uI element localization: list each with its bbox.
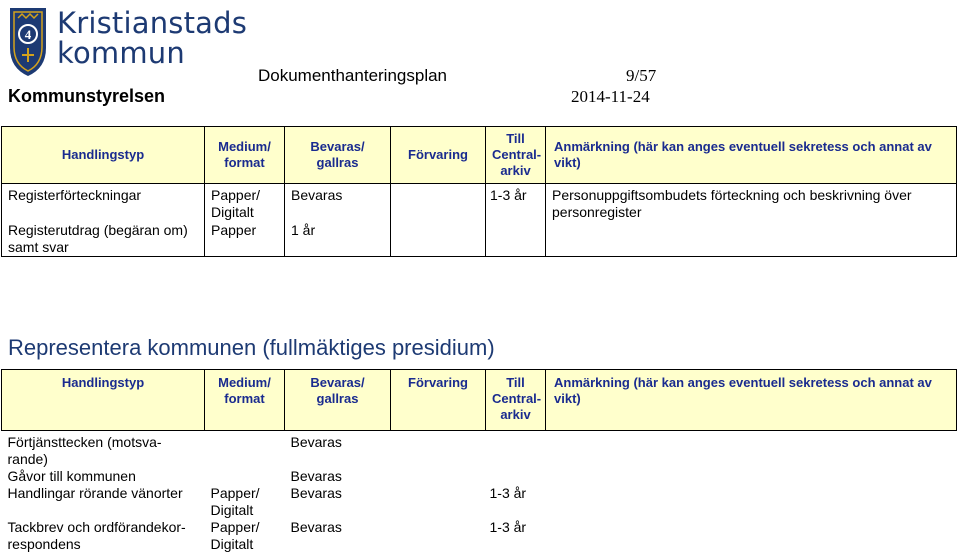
cell-anmarkning bbox=[546, 519, 957, 553]
cell-till-centralarkiv bbox=[486, 431, 546, 469]
cell-forvaring bbox=[391, 221, 486, 257]
header-medium: Medium/ format bbox=[205, 127, 285, 184]
coat-of-arms-logo bbox=[8, 4, 48, 78]
cell-handlingstyp: Handlingar rörande vänorter bbox=[7, 485, 183, 501]
table-row bbox=[2, 184, 957, 222]
cell-forvaring bbox=[391, 468, 486, 485]
cell-medium: Papper bbox=[205, 221, 285, 257]
cell-bevaras: Bevaras bbox=[290, 434, 342, 450]
cell-handlingstyp: Gåvor till kommunen bbox=[7, 468, 136, 484]
document-date: 2014-11-24 bbox=[571, 87, 650, 106]
cell-forvaring bbox=[391, 485, 486, 519]
cell-bevaras: Bevaras bbox=[290, 468, 342, 484]
brand-line-2: kommun bbox=[57, 36, 185, 70]
document-title: Dokumenthanteringsplan bbox=[258, 66, 448, 85]
header-medium: Medium/ format bbox=[205, 370, 285, 431]
cell-till-centralarkiv bbox=[486, 221, 546, 257]
table-row bbox=[2, 468, 957, 485]
table-row bbox=[2, 519, 957, 553]
cell-bevaras: Bevaras bbox=[285, 184, 391, 222]
header-till-centralarkiv: Till Central- arkiv bbox=[486, 370, 546, 431]
header-anmarkning: Anmärkning (här kan anges eventuell sekretess och annat av vikt) bbox=[546, 370, 957, 431]
table-row bbox=[2, 221, 957, 257]
table-row bbox=[2, 485, 957, 519]
cell-forvaring bbox=[391, 519, 486, 553]
cell-anmarkning bbox=[546, 431, 957, 469]
cell-bevaras: Bevaras bbox=[290, 519, 342, 535]
table-row bbox=[2, 431, 957, 469]
header-forvaring: Förvaring bbox=[391, 370, 486, 431]
header-bevaras: Bevaras/ gallras bbox=[285, 127, 391, 184]
cell-medium bbox=[205, 431, 285, 469]
cell-anmarkning: Personuppgiftsombudets förteckning och beskrivning över personregister bbox=[546, 184, 957, 222]
svg-text:4: 4 bbox=[24, 27, 32, 42]
table-header-row bbox=[2, 370, 957, 431]
brand-line-1: Kristianstads bbox=[57, 6, 248, 40]
retention-table-1 bbox=[1, 126, 957, 257]
cell-forvaring bbox=[391, 431, 486, 469]
cell-medium bbox=[205, 468, 285, 485]
cell-till-centralarkiv: 1-3 år bbox=[486, 184, 546, 222]
brand-name bbox=[57, 8, 247, 68]
page-number: 9/57 bbox=[626, 66, 657, 85]
cell-till-centralarkiv bbox=[486, 468, 546, 485]
cell-medium: Papper/ Digitalt bbox=[210, 519, 260, 552]
section-heading: Representera kommunen (fullmäktiges presidium) bbox=[8, 335, 495, 360]
cell-medium: Papper/ Digitalt bbox=[205, 184, 285, 222]
cell-handlingstyp: Registerutdrag (begäran om) samt svar bbox=[2, 221, 205, 257]
department-name: Kommunstyrelsen bbox=[8, 86, 166, 106]
cell-bevaras: Bevaras bbox=[290, 485, 342, 501]
cell-handlingstyp: Tackbrev och ordförandekor- respondens bbox=[7, 519, 186, 552]
header-handlingstyp: Handlingstyp bbox=[2, 127, 205, 184]
cell-forvaring bbox=[391, 184, 486, 222]
cell-bevaras: 1 år bbox=[285, 221, 391, 257]
header-anmarkning: Anmärkning (här kan anges eventuell sekretess och annat av vikt) bbox=[546, 127, 957, 184]
header-handlingstyp: Handlingstyp bbox=[2, 370, 205, 431]
header-bevaras: Bevaras/ gallras bbox=[285, 370, 391, 431]
retention-table-2 bbox=[1, 369, 957, 553]
header-till-centralarkiv: Till Central- arkiv bbox=[486, 127, 546, 184]
cell-anmarkning bbox=[546, 221, 957, 257]
cell-anmarkning bbox=[546, 485, 957, 519]
cell-anmarkning bbox=[546, 468, 957, 485]
header-forvaring: Förvaring bbox=[391, 127, 486, 184]
cell-medium: Papper/ Digitalt bbox=[210, 485, 260, 518]
cell-till-centralarkiv: 1-3 år bbox=[489, 485, 527, 501]
cell-till-centralarkiv: 1-3 år bbox=[489, 519, 527, 535]
table-header-row bbox=[2, 127, 957, 184]
cell-handlingstyp: Registerförteckningar bbox=[2, 184, 205, 222]
cell-handlingstyp: Förtjänsttecken (motsva- rande) bbox=[7, 434, 162, 467]
